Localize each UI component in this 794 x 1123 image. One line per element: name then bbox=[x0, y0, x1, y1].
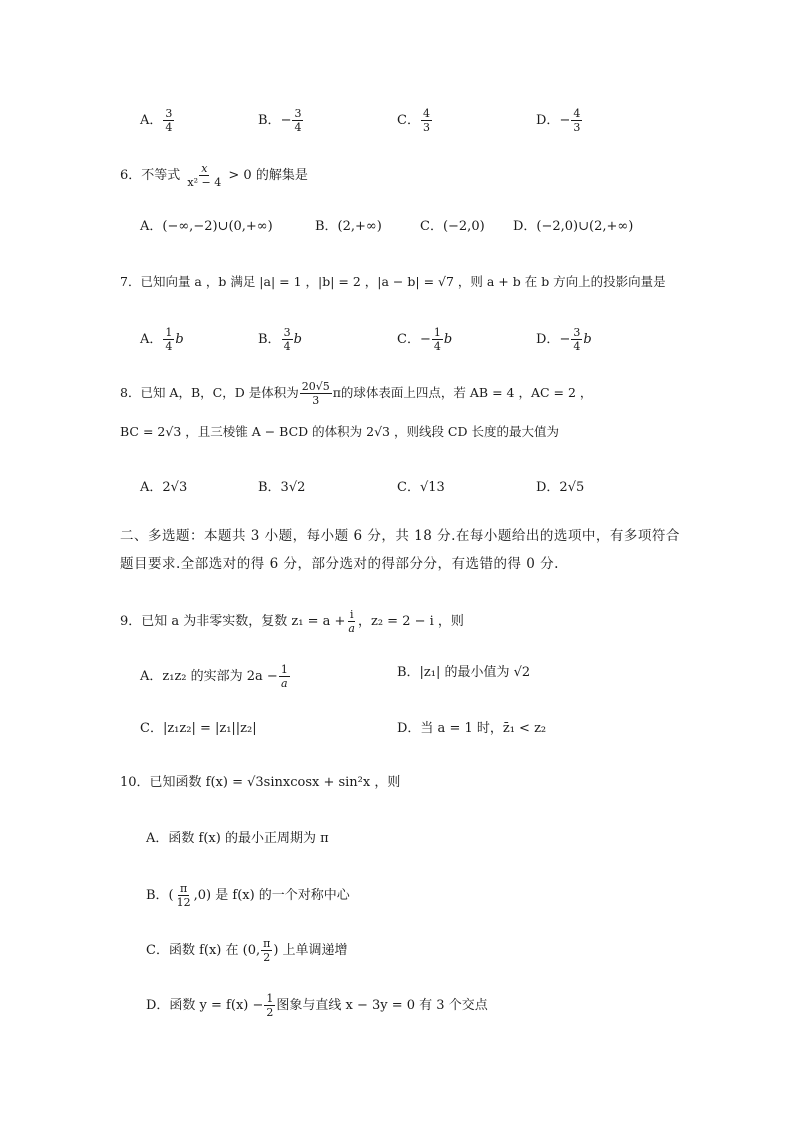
q7-option-c: C．− $\frac{1}{4}$ b bbox=[397, 326, 453, 353]
q9-option-d: D．当 a = 1 时，z̄₁ < z₂ bbox=[397, 721, 547, 736]
q5-option-b: B．− $\frac{3}{4}$ bbox=[258, 107, 302, 134]
q10-option-c: C．函数 f(x) 在 (0, $\frac{\pi}{2}$ ) 上单调递增 bbox=[146, 937, 348, 964]
q8-option-d: D．2√5 bbox=[536, 480, 585, 495]
section-2-instructions: 二、多选题：本题共 3 小题，每小题 6 分，共 18 分.在每小题给出的选项中，有多项符合题目要求.全部选对的得 6 分，部分选对的得部分分，有选错的得 0 分. bbox=[120, 528, 680, 572]
q9-option-b: B．|z₁| 的最小值为 √2 bbox=[397, 665, 531, 680]
q5-option-c: C． $\frac{4}{3}$ bbox=[397, 107, 430, 134]
q9-option-a: A．z₁z₂ 的实部为 2a − $\frac{1}{a}$ bbox=[140, 663, 288, 690]
q5-option-a: A． $\frac{3}{4}$ bbox=[140, 107, 173, 134]
q7-option-d: D．− $\frac{3}{4}$ b bbox=[536, 326, 592, 353]
q8-option-b: B．3√2 bbox=[258, 480, 306, 495]
q6-option-b: B．(2,+∞) bbox=[315, 219, 382, 234]
question-9: 9．已知 a 为非零实数，复数 z₁ = a + $\frac{i}{a}$ ，z₂ = 2 − i ，则 bbox=[120, 608, 464, 635]
q5-option-d: D．− $\frac{4}{3}$ bbox=[536, 107, 581, 134]
question-8-line-1: 8．已知 A，B，C，D 是体积为 $\frac{20√5}{3}$ π的球体表面上四点，若 AB = 4 ，AC = 2 ， bbox=[120, 380, 593, 407]
question-6: 6．不等式 $\frac{x}{\text{x² − 4}}$ > 0 的解集是 bbox=[120, 162, 308, 189]
q6-option-a: A．(−∞,−2)∪(0,+∞) bbox=[140, 219, 273, 234]
q8-option-a: A．2√3 bbox=[140, 480, 188, 495]
q6-option-c: C．(−2,0) bbox=[420, 219, 485, 234]
q10-option-a: A．函数 f(x) 的最小正周期为 π bbox=[146, 831, 329, 846]
q7-option-a: A． $\frac{1}{4}$ b bbox=[140, 326, 184, 353]
q8-option-c: C．√13 bbox=[397, 480, 445, 495]
q6-option-d: D．(−2,0)∪(2,+∞) bbox=[513, 219, 634, 234]
q9-option-c: C．|z₁z₂| = |z₁||z₂| bbox=[140, 721, 257, 736]
question-7: 7．已知向量 a ，b 满足 |a| = 1 ，|b| = 2 ，|a − b| = √7 ，则 a + b 在 b 方向上的投影向量是 bbox=[120, 274, 666, 289]
question-8-line-2: BC = 2√3 ，且三棱锥 A − BCD 的体积为 2√3 ，则线段 CD 长度的最大值为 bbox=[120, 424, 559, 439]
q10-option-d: D．函数 y = f(x) − $\frac{1}{2}$ 图象与直线 x − 3y = 0 有 3 个交点 bbox=[146, 992, 488, 1019]
question-10: 10．已知函数 f(x) = √3sinxcosx + sin²x ，则 bbox=[120, 775, 401, 790]
q10-option-b: B．( $\frac{\pi}{12}$ ,0) 是 f(x) 的一个对称中心 bbox=[146, 882, 350, 909]
q7-option-b: B． $\frac{3}{4}$ b bbox=[258, 326, 302, 353]
